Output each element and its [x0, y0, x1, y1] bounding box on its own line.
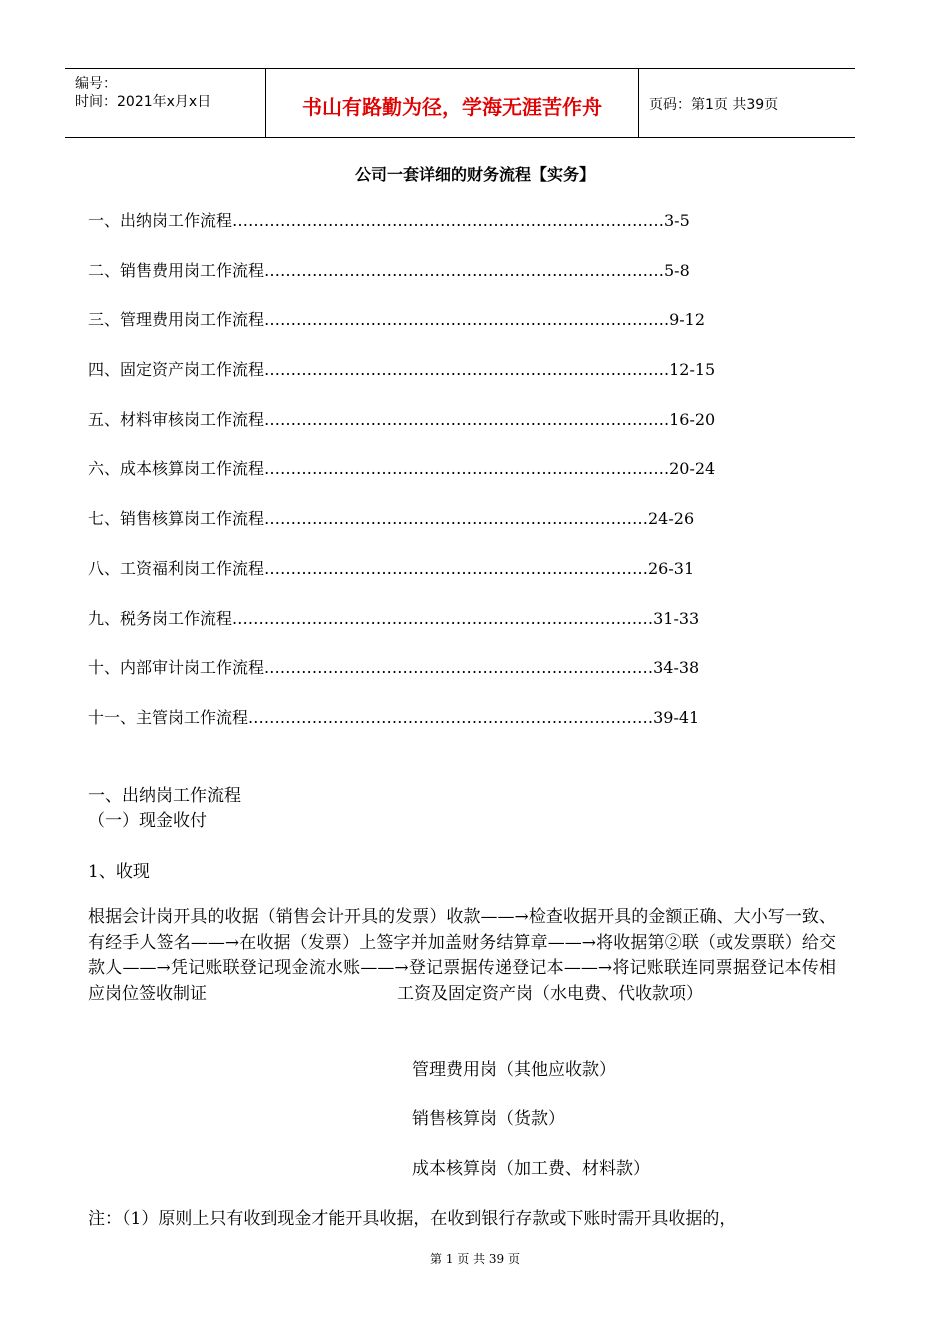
paragraph-main-text: 根据会计岗开具的收据（销售会计开具的发票）收款——→检查收据开具的金额正确、大小写一致、有经手人签名——→在收据（发票）上签字并加盖财务结算章——→将收据第②联（或发票联）给交款人——→凭记账联登记现金流水账——→登记票据传递登记本——→将记账联连同票据登记本传相应岗位签收制证 — [88, 907, 836, 1004]
header-table — [65, 68, 855, 138]
flow-branch: 成本核算岗（加工费、材料款） — [412, 1159, 650, 1179]
header-meta-cell — [65, 69, 266, 137]
toc-entry[interactable]: 八、工资福利岗工作流程………………………………………………………………26-31 — [88, 558, 695, 578]
section-heading: 一、出纳岗工作流程 — [88, 786, 241, 806]
body-paragraph — [88, 905, 836, 1007]
document-time-label: 时间：2021年x月x日 — [75, 94, 212, 110]
flow-branch: 销售核算岗（货款） — [412, 1109, 565, 1129]
item-heading: 1、收现 — [88, 862, 150, 882]
table-of-contents — [88, 208, 808, 755]
header-page-number: 页码：第1页 共39页 — [649, 97, 779, 113]
toc-entry[interactable]: 七、销售核算岗工作流程………………………………………………………………24-26 — [88, 509, 695, 529]
flow-branch: 管理费用岗（其他应收款） — [412, 1060, 616, 1080]
page-footer: 第 1 页 共 39 页 — [430, 1252, 520, 1266]
toc-entry[interactable]: 四、固定资产岗工作流程………………………………………………………………….12-15 — [88, 360, 716, 380]
toc-entry[interactable]: 九、税务岗工作流程.……………………………………………………………………31-33 — [88, 608, 700, 628]
note-text: 注：（1）原则上只有收到现金才能开具收据，在收到银行存款或下账时需开具收据的， — [88, 1209, 737, 1229]
toc-entry[interactable]: 五、材料审核岗工作流程………………………………………………………………….16-20 — [88, 409, 716, 429]
toc-entry[interactable]: 十一、主管岗工作流程.…………………………………………………………………39-41 — [88, 707, 700, 727]
subsection-heading: （一）现金收付 — [88, 811, 207, 831]
header-motto-cell — [266, 69, 639, 137]
toc-entry[interactable]: 三、管理费用岗工作流程………………………………………………………………….9-12 — [88, 310, 706, 330]
paragraph-side-text: 工资及固定资产岗（水电费、代收款项） — [397, 983, 703, 1004]
document-title: 公司一套详细的财务流程【实务】 — [354, 165, 595, 184]
header-motto: 书山有路勤为径，学海无涯苦作舟 — [302, 95, 602, 119]
toc-entry[interactable]: 六、成本核算岗工作流程………………………………………………………………….20-24 — [88, 459, 716, 479]
toc-entry[interactable]: 一、出纳岗工作流程………………………………………………………………………3-5 — [88, 211, 690, 230]
header-page-cell — [639, 69, 855, 137]
document-number-label: 编号： — [75, 76, 117, 92]
toc-entry[interactable]: 二、销售费用岗工作流程…………………………………………………………………5-8 — [88, 260, 690, 280]
toc-entry[interactable]: 十、内部审计岗工作流程.………………………………………………………………34-38 — [88, 658, 700, 678]
